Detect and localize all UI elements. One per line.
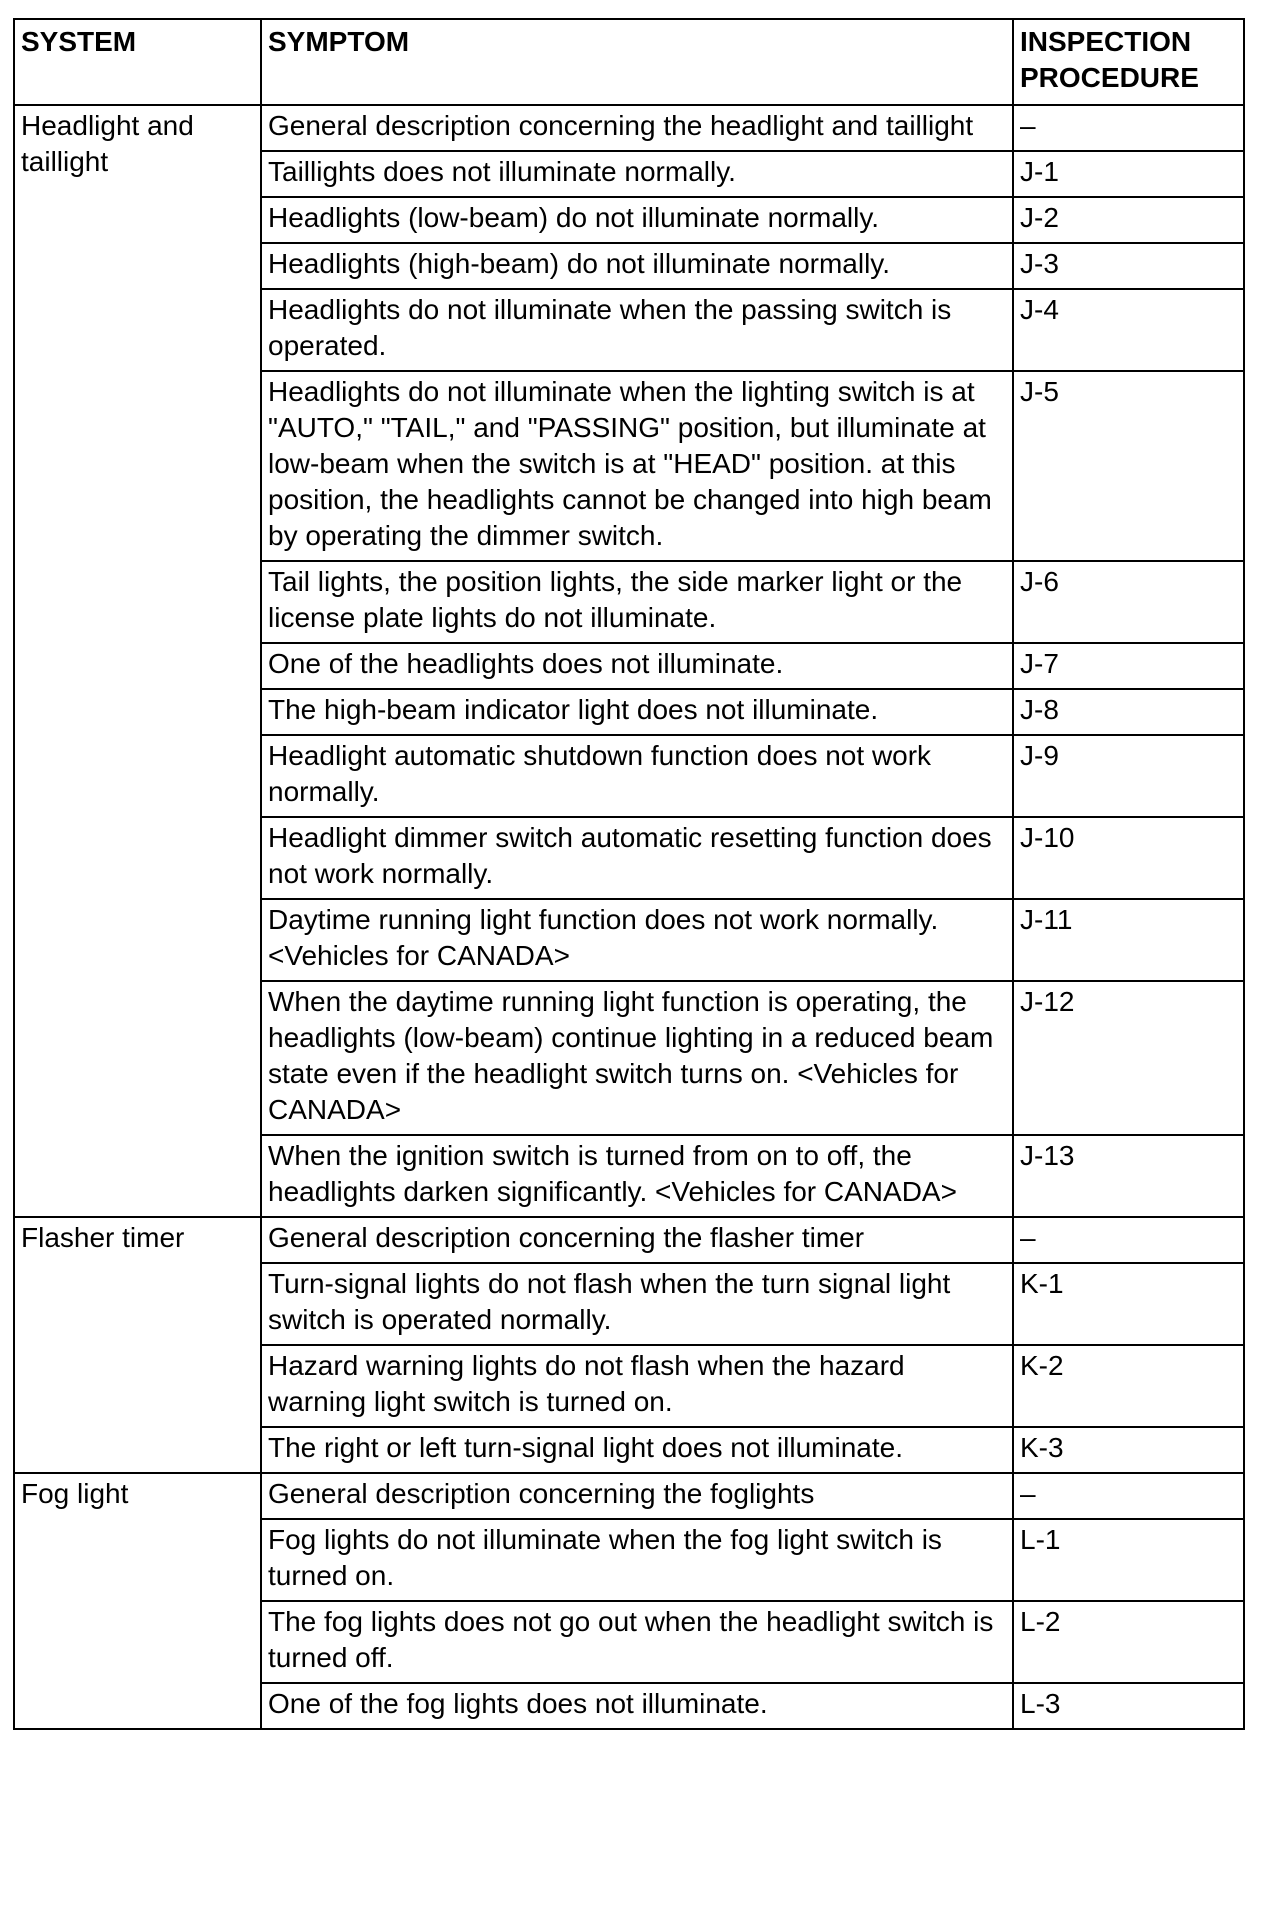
header-row (14, 19, 1244, 105)
procedure-cell: J-1 (1013, 151, 1244, 197)
symptom-cell: Headlight dimmer switch automatic resetting function does not work normally. (261, 817, 1013, 899)
procedure-cell: K-1 (1013, 1263, 1244, 1345)
header-symptom: SYMPTOM (261, 19, 1013, 105)
procedure-cell: – (1013, 1473, 1244, 1519)
symptom-cell: Tail lights, the position lights, the side marker light or the license plate lights do not illuminate. (261, 561, 1013, 643)
procedure-cell: J-12 (1013, 981, 1244, 1135)
procedure-cell: – (1013, 1217, 1244, 1263)
symptom-cell: One of the fog lights does not illuminate. (261, 1683, 1013, 1729)
symptom-cell: Fog lights do not illuminate when the fog light switch is turned on. (261, 1519, 1013, 1601)
procedure-cell: J-11 (1013, 899, 1244, 981)
procedure-cell: L-1 (1013, 1519, 1244, 1601)
procedure-cell: J-3 (1013, 243, 1244, 289)
procedure-cell: L-3 (1013, 1683, 1244, 1729)
symptom-cell: One of the headlights does not illuminate. (261, 643, 1013, 689)
symptom-cell: Headlights do not illuminate when the passing switch is operated. (261, 289, 1013, 371)
procedure-cell: J-8 (1013, 689, 1244, 735)
table-row (14, 1473, 1244, 1519)
symptom-cell: Daytime running light function does not work normally. <Vehicles for CANADA> (261, 899, 1013, 981)
procedure-cell: J-7 (1013, 643, 1244, 689)
symptom-cell: When the daytime running light function is operating, the headlights (low-beam) continue lighting in a reduced beam state even if the headlight switch turns on. <Vehicles for CANADA> (261, 981, 1013, 1135)
inspection-table (13, 18, 1245, 1730)
system-cell: Flasher timer (14, 1217, 261, 1473)
table-row (14, 105, 1244, 151)
symptom-cell: Headlights (high-beam) do not illuminate normally. (261, 243, 1013, 289)
procedure-cell: – (1013, 105, 1244, 151)
symptom-cell: The high-beam indicator light does not illuminate. (261, 689, 1013, 735)
procedure-cell: J-6 (1013, 561, 1244, 643)
symptom-cell: Headlights do not illuminate when the lighting switch is at "AUTO," "TAIL," and "PASSING" position, but illuminate at low-beam when the switch is at "HEAD" position. at this position, the headlights cannot be changed into high beam by operating the dimmer switch. (261, 371, 1013, 561)
header-procedure: INSPECTION PROCEDURE (1013, 19, 1244, 105)
procedure-cell: J-2 (1013, 197, 1244, 243)
symptom-cell: General description concerning the headlight and taillight (261, 105, 1013, 151)
system-cell: Fog light (14, 1473, 261, 1729)
symptom-cell: Headlights (low-beam) do not illuminate normally. (261, 197, 1013, 243)
symptom-cell: General description concerning the foglights (261, 1473, 1013, 1519)
procedure-cell: L-2 (1013, 1601, 1244, 1683)
procedure-cell: J-9 (1013, 735, 1244, 817)
table-row (14, 1217, 1244, 1263)
procedure-cell: J-13 (1013, 1135, 1244, 1217)
symptom-cell: The fog lights does not go out when the headlight switch is turned off. (261, 1601, 1013, 1683)
symptom-cell: The right or left turn-signal light does not illuminate. (261, 1427, 1013, 1473)
procedure-cell: J-5 (1013, 371, 1244, 561)
symptom-cell: When the ignition switch is turned from on to off, the headlights darken significantly. <Vehicles for CANADA> (261, 1135, 1013, 1217)
symptom-cell: Hazard warning lights do not flash when the hazard warning light switch is turned on. (261, 1345, 1013, 1427)
procedure-cell: J-10 (1013, 817, 1244, 899)
procedure-cell: K-3 (1013, 1427, 1244, 1473)
procedure-cell: K-2 (1013, 1345, 1244, 1427)
procedure-cell: J-4 (1013, 289, 1244, 371)
symptom-cell: Headlight automatic shutdown function does not work normally. (261, 735, 1013, 817)
system-cell: Headlight and taillight (14, 105, 261, 1217)
header-system: SYSTEM (14, 19, 261, 105)
symptom-cell: General description concerning the flasher timer (261, 1217, 1013, 1263)
symptom-cell: Turn-signal lights do not flash when the turn signal light switch is operated normally. (261, 1263, 1013, 1345)
symptom-cell: Taillights does not illuminate normally. (261, 151, 1013, 197)
